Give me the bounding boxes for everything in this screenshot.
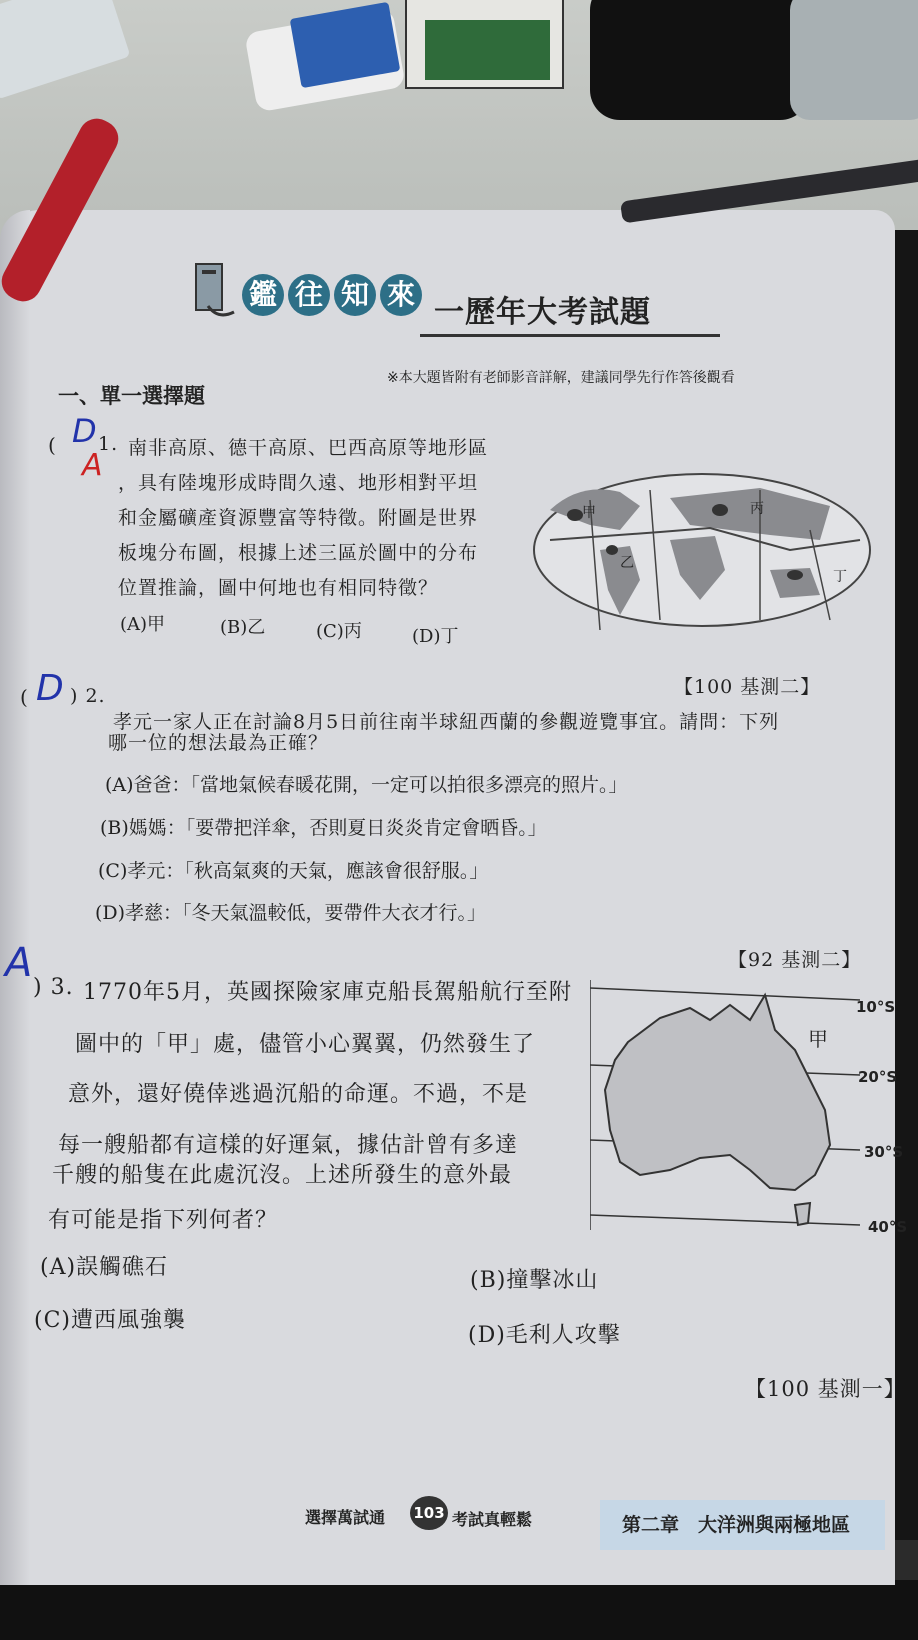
- world-plate-map: [530, 470, 875, 630]
- q3-handwritten-answer: A: [5, 940, 33, 986]
- q2-source: 【92 基測二】: [728, 949, 862, 971]
- q2-number: ) 2.: [70, 685, 106, 707]
- header-note: ※本大題皆附有老師影音詳解，建議同學先行作答後觀看: [387, 370, 735, 386]
- q3-number: ) 3.: [33, 975, 74, 1000]
- q1-option-b: (B)乙: [220, 617, 266, 638]
- chapter-title: 第二章 大洋洲與兩極地區: [622, 1514, 851, 1536]
- q1-line: 和金屬礦產資源豐富等特徵。附圖是世界: [118, 507, 479, 529]
- q3-source: 【100 基測一】: [745, 1377, 906, 1401]
- q2-option-c: (C)孝元：「秋高氣爽的天氣，應該會很舒服。」: [98, 860, 489, 882]
- lat-label: 10°S: [856, 998, 896, 1016]
- computer-icon: [188, 262, 238, 320]
- header-subtitle: 一歷年大考試題: [434, 295, 651, 330]
- footer-left-text: 選擇萬試通: [305, 1508, 386, 1527]
- lat-label: 40°S: [868, 1218, 908, 1236]
- q1-number: 1.: [98, 433, 119, 455]
- q1-option-c: (C)丙: [316, 621, 362, 642]
- title-char: 知: [334, 274, 376, 316]
- q2-paren: (: [20, 685, 28, 709]
- black-object: [590, 0, 810, 120]
- title-char: 鑑: [242, 274, 284, 316]
- q1-source: 【100 基測二】: [674, 676, 821, 698]
- q1-line: 位置推論，圖中何地也有相同特徵？: [118, 577, 439, 599]
- q1-line: 南非高原、德干高原、巴西高原等地形區: [128, 437, 489, 459]
- product-box-label: [425, 20, 550, 80]
- australia-map: [590, 980, 860, 1235]
- q3-option-a: (A)誤觸礁石: [40, 1255, 169, 1280]
- q3-line: 千艘的船隻在此處沉沒。上述所發生的意外最: [52, 1163, 513, 1188]
- q3-line: 有可能是指下列何者？: [48, 1208, 279, 1233]
- lat-label: 20°S: [858, 1068, 898, 1086]
- q1-handwritten-correction: A: [82, 448, 103, 483]
- q3-line: 1770年5月，英國探險家庫克船長駕船航行至附: [83, 980, 572, 1005]
- q1-paren: (: [48, 433, 56, 457]
- section-title: 一、單一選擇題: [58, 384, 205, 408]
- q1-handwritten-answer: D: [72, 412, 97, 450]
- map2-label-jia: 甲: [808, 1027, 828, 1051]
- page-shadow: [0, 210, 33, 1585]
- q2-option-d: (D)孝慈：「冬天氣溫較低，要帶件大衣才行。」: [95, 902, 487, 924]
- q3-line: 意外，還好僥倖逃過沉船的命運。不過，不是: [68, 1082, 529, 1107]
- header-underline: [420, 334, 720, 337]
- footer-left-text-2: 考試真輕鬆: [452, 1510, 533, 1529]
- dark-edge-bottom: [0, 1580, 918, 1640]
- title-char: 來: [380, 274, 422, 316]
- q1-option-a: (A)甲: [120, 614, 166, 635]
- q2-line: 哪一位的想法最為正確？: [108, 732, 329, 754]
- q3-option-b: (B)撞擊冰山: [470, 1268, 599, 1293]
- glass-object: [790, 0, 918, 120]
- map1-label-ding: 丁: [833, 569, 847, 585]
- map1-label-yi: 乙: [620, 555, 634, 571]
- q3-option-c: (C)遭西風強襲: [34, 1308, 186, 1333]
- page-number: 103: [410, 1496, 448, 1530]
- title-char: 往: [288, 274, 330, 316]
- q1-option-d: (D)丁: [412, 626, 459, 647]
- q1-line: 板塊分布圖，根據上述三區於圖中的分布: [118, 542, 479, 564]
- q3-line: 圖中的「甲」處，儘管小心翼翼，仍然發生了: [75, 1032, 536, 1057]
- lat-label: 30°S: [864, 1143, 904, 1161]
- q1-line: ，具有陸塊形成時間久遠、地形相對平坦: [118, 472, 479, 494]
- map1-label-jia: 甲: [582, 505, 596, 521]
- q3-line: 每一艘船都有這樣的好運氣，據估計曾有多達: [58, 1133, 519, 1158]
- map1-label-bing: 丙: [750, 501, 764, 517]
- q2-handwritten-answer: D: [36, 668, 64, 709]
- q3-option-d: (D)毛利人攻擊: [468, 1323, 621, 1348]
- q2-line: 孝元一家人正在討論8月5日前往南半球紐西蘭的參觀遊覽事宜。請問：下列: [113, 711, 780, 733]
- q2-option-b: (B)媽媽：「要帶把洋傘，否則夏日炎炎肯定會晒昏。」: [100, 817, 547, 839]
- q2-option-a: (A)爸爸：「當地氣候春暖花開，一定可以拍很多漂亮的照片。」: [105, 774, 628, 796]
